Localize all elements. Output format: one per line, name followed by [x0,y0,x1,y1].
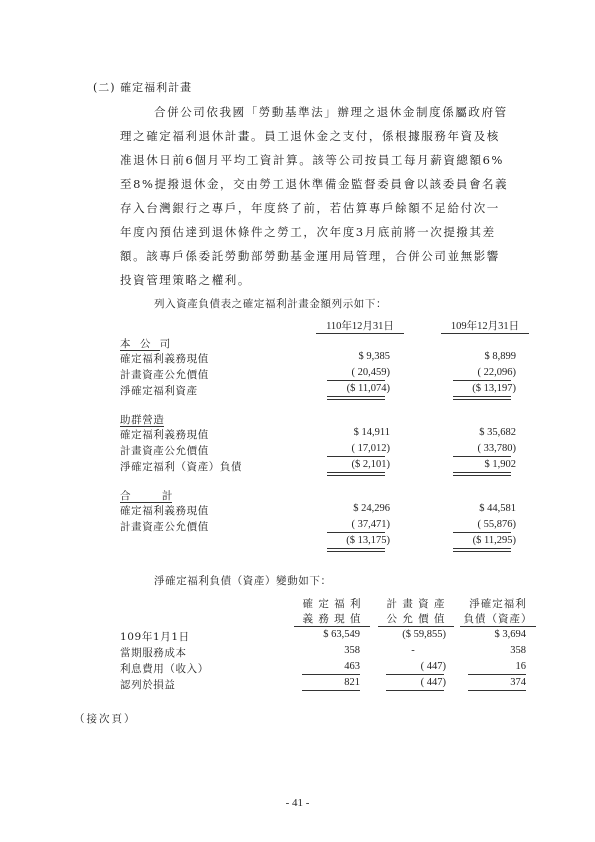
row-label: 計畫資產公允價值 [120,521,209,533]
paragraph-line-3: 准退休日前6個月平均工資計算。該等公司按員工每月薪資總額6% [120,153,505,167]
table2-intro: 淨確定福利負債（資產）變動如下： [154,575,332,587]
cell-underline [327,456,385,457]
cell-double-underline [453,396,511,400]
cell-double-underline [453,548,511,552]
row-label: 計畫資產公允價值 [120,369,209,381]
paragraph-line-6: 年度內預估達到退休條件之勞工，次年度3月底前將一次提撥其差 [120,225,496,239]
page-number: - 41 - [285,797,310,809]
cell-value: 463 [344,661,360,672]
table2-col-header-1-line1: 確 定 福 利 [302,598,362,610]
cell-value: ( 447) [420,677,446,688]
cell-value: $ 9,385 [358,351,390,362]
cell-underline [327,532,385,533]
paragraph-line-8: 投資管理策略之權利。 [120,273,251,287]
cell-value: 358 [344,645,360,656]
row-label: 確定福利義務現值 [120,505,209,517]
row-label: 109年1月1日 [120,631,190,643]
group-total-title: 合 計 [120,490,187,502]
cell-double-underline [453,472,511,476]
table1-col-header-109-underline [441,333,529,334]
row-label: 當期服務成本 [120,647,187,659]
cell-value: $ 8,899 [484,351,516,362]
continued-note: （接次頁） [74,713,137,725]
table2-col-header-3-line2: 負債（資產） [463,613,533,625]
group-company-title: 本 公 司 [120,338,174,350]
row-label: 確定福利義務現值 [120,429,209,441]
cell-value: 358 [510,645,526,656]
table2-col-header-1-underline [294,626,370,627]
cell-value: ( 17,012) [351,443,390,454]
cell-value: ( 447) [420,661,446,672]
table1-intro: 列入資產負債表之確定福利計畫金額列示如下： [154,298,388,310]
cell-value: ( 37,471) [351,519,390,530]
row-label: 計畫資產公允價值 [120,445,209,457]
paragraph-line-4: 至8%提撥退休金，交由勞工退休準備金監督委員會以該委員會名義 [120,177,509,191]
cell-value: ($ 13,197) [472,383,516,394]
cell-double-underline [327,472,385,476]
cell-underline [453,456,511,457]
cell-value: 16 [515,661,526,672]
row-label: 認列於損益 [120,679,176,691]
group-subsidiary-title: 助群營造 [120,414,165,426]
table1-col-header-109: 109年12月31日 [450,321,520,332]
cell-underline [302,690,360,691]
cell-double-underline [327,396,385,400]
cell-underline [453,532,511,533]
cell-value: ($ 59,855) [402,629,446,640]
cell-underline [453,380,511,381]
cell-underline [386,690,444,691]
table2-col-header-3-underline [460,626,536,627]
cell-value: ($ 11,074) [346,383,390,394]
table1-col-header-110-underline [316,333,404,334]
cell-value: $ 44,581 [479,503,516,514]
cell-value: $ 3,694 [494,629,526,640]
cell-value: ( 55,876) [477,519,516,530]
cell-value: $ 1,902 [484,459,516,470]
paragraph-line-1: 合併公司依我國「勞動基準法」辦理之退休金制度係屬政府管 [154,105,508,119]
cell-value: $ 35,682 [479,427,516,438]
cell-underline [386,674,444,675]
cell-value: - [411,645,415,656]
table2-col-header-3-line1: 淨確定福利 [469,598,527,610]
cell-value: $ 24,296 [353,503,390,514]
table2-col-header-2-line2: 公 允 價 值 [386,613,446,625]
cell-value: 374 [510,677,526,688]
cell-value: ( 33,780) [477,443,516,454]
paragraph-line-2: 理之確定福利退休計畫。員工退休金之支付，係根據服務年資及核 [120,129,500,143]
table2-col-header-2-underline [378,626,454,627]
cell-double-underline [327,548,385,552]
cell-value: ( 20,459) [351,367,390,378]
table2-col-header-2-line1: 計 畫 資 產 [386,598,446,610]
cell-value: ($ 13,175) [346,535,390,546]
cell-value: ($ 11,295) [472,535,516,546]
table2-col-header-1-line2: 義 務 現 值 [302,613,362,625]
row-label: 確定福利義務現值 [120,353,209,365]
cell-underline [468,690,526,691]
row-label: 淨確定福利（資產）負債 [120,461,243,473]
cell-underline [327,380,385,381]
paragraph-line-7: 額。該專戶係委託勞動部勞動基金運用局管理，合併公司並無影響 [120,249,500,263]
cell-underline [468,674,526,675]
section-title: (二) 確定福利計畫 [93,81,193,94]
cell-value: ($ 2,101) [351,459,390,470]
row-label: 淨確定福利資產 [120,385,198,397]
paragraph-line-5: 存入台灣銀行之專戶，年度終了前，若估算專戶餘額不足給付次一 [120,201,500,215]
table1-col-header-110: 110年12月31日 [326,321,394,332]
cell-value: 821 [344,677,360,688]
cell-value: ( 22,096) [477,367,516,378]
cell-value: $ 63,549 [323,629,360,640]
cell-value: $ 14,911 [353,427,390,438]
row-label: 利息費用（收入） [120,663,209,675]
cell-underline [302,674,360,675]
